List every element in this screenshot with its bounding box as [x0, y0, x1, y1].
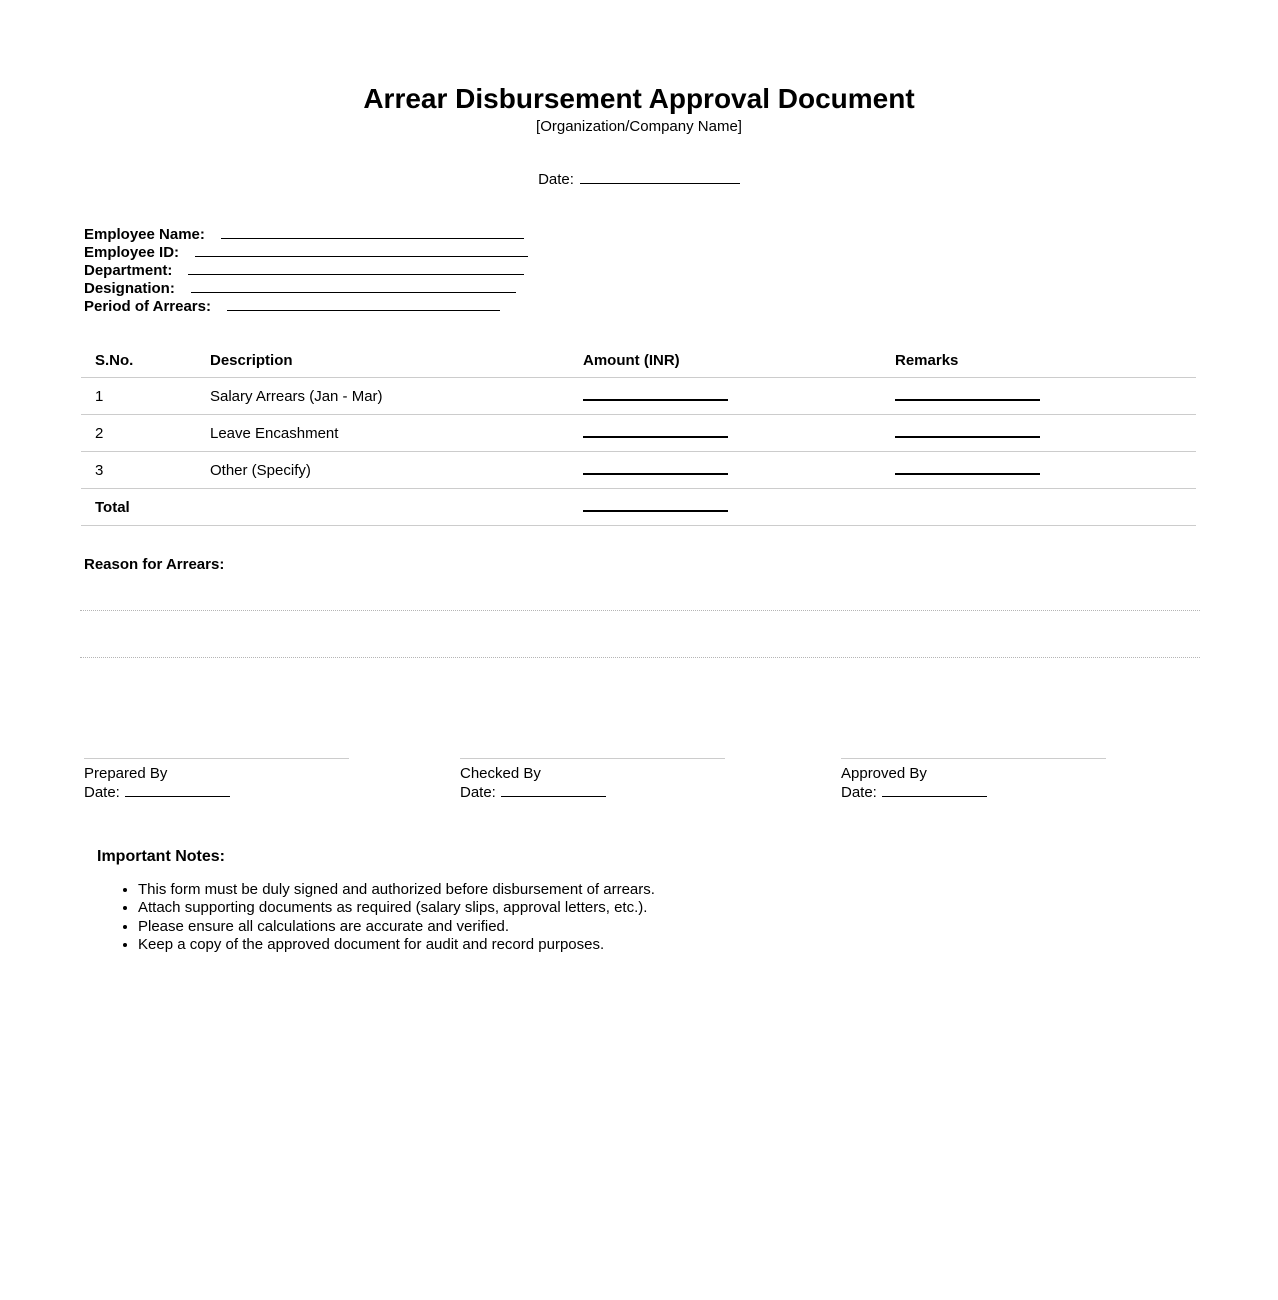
employee-id-row	[84, 243, 1278, 261]
row-remarks-cell	[881, 378, 1196, 415]
reason-for-arrears-label: Reason for Arrears:	[84, 556, 225, 573]
header-description: Description	[196, 347, 569, 378]
employee-id-fill-line	[195, 243, 528, 257]
table-header-row	[81, 347, 1196, 378]
remarks-fill-line	[895, 461, 1040, 475]
row-description: Salary Arrears (Jan - Mar)	[196, 378, 569, 415]
reason-writing-line	[80, 611, 1200, 658]
department-label: Department:	[84, 262, 173, 279]
total-amount-cell	[569, 489, 881, 526]
approved-by-date-fill-line	[882, 783, 987, 797]
designation-fill-line	[191, 279, 516, 293]
period-of-arrears-row	[84, 297, 1278, 315]
reason-writing-line	[80, 574, 1200, 611]
amount-fill-line	[583, 424, 728, 438]
note-item: • Please ensure all calculations are accurate and verified.	[138, 918, 1278, 936]
row-amount-cell	[569, 378, 881, 415]
amount-fill-line	[583, 461, 728, 475]
document-date-row	[0, 170, 1278, 189]
note-item: • Keep a copy of the approved document for audit and record purposes.	[138, 936, 1278, 954]
department-row	[84, 261, 1278, 279]
approved-by-label: Approved By	[841, 765, 927, 782]
department-fill-line	[188, 261, 524, 275]
designation-row	[84, 279, 1278, 297]
row-sno: 3	[81, 452, 196, 489]
organization-name-placeholder: [Organization/Company Name]	[536, 118, 742, 135]
total-remarks-cell	[881, 489, 1196, 526]
checked-by-label: Checked By	[460, 765, 541, 782]
employee-info-block	[84, 225, 1278, 315]
designation-label: Designation:	[84, 280, 175, 297]
period-of-arrears-label: Period of Arrears:	[84, 298, 211, 315]
note-item: • This form must be duly signed and authorized before disbursement of arrears.	[138, 881, 1278, 899]
arrears-table	[81, 347, 1196, 526]
remarks-fill-line	[895, 387, 1040, 401]
table-row	[81, 378, 1196, 415]
approved-by-date-label: Date:	[841, 784, 877, 801]
total-label: Total	[81, 489, 196, 526]
total-empty-cell	[196, 489, 569, 526]
row-description: Other (Specify)	[196, 452, 569, 489]
important-notes-heading: Important Notes:	[97, 848, 225, 865]
remarks-fill-line	[895, 424, 1040, 438]
checked-by-block	[460, 758, 725, 802]
row-amount-cell	[569, 415, 881, 452]
header-sno: S.No.	[81, 347, 196, 378]
total-amount-fill-line	[583, 498, 728, 512]
checked-by-date-row	[460, 783, 725, 802]
row-amount-cell	[569, 452, 881, 489]
amount-fill-line	[583, 387, 728, 401]
table-row	[81, 452, 1196, 489]
table-row	[81, 415, 1196, 452]
row-description: Leave Encashment	[196, 415, 569, 452]
approved-by-date-row	[841, 783, 1106, 802]
checked-by-date-label: Date:	[460, 784, 496, 801]
prepared-by-date-fill-line	[125, 783, 230, 797]
important-notes-list	[97, 881, 1278, 954]
checked-by-date-fill-line	[501, 783, 606, 797]
prepared-by-block	[84, 758, 349, 802]
approved-by-block	[841, 758, 1106, 802]
header-remarks: Remarks	[881, 347, 1196, 378]
date-fill-line	[580, 170, 740, 184]
date-label: Date:	[538, 171, 574, 188]
employee-name-fill-line	[221, 225, 524, 239]
row-sno: 2	[81, 415, 196, 452]
employee-id-label: Employee ID:	[84, 244, 180, 261]
header-amount: Amount (INR)	[569, 347, 881, 378]
table-total-row	[81, 489, 1196, 526]
note-item: • Attach supporting documents as required (salary slips, approval letters, etc.).	[138, 899, 1278, 917]
prepared-by-date-row	[84, 783, 349, 802]
employee-name-label: Employee Name:	[84, 226, 205, 243]
row-remarks-cell	[881, 415, 1196, 452]
row-remarks-cell	[881, 452, 1196, 489]
prepared-by-date-label: Date:	[84, 784, 120, 801]
period-of-arrears-fill-line	[227, 297, 500, 311]
row-sno: 1	[81, 378, 196, 415]
page-title: Arrear Disbursement Approval Document	[363, 83, 915, 114]
employee-name-row	[84, 225, 1278, 243]
signature-section	[0, 758, 1278, 802]
prepared-by-label: Prepared By	[84, 765, 168, 782]
